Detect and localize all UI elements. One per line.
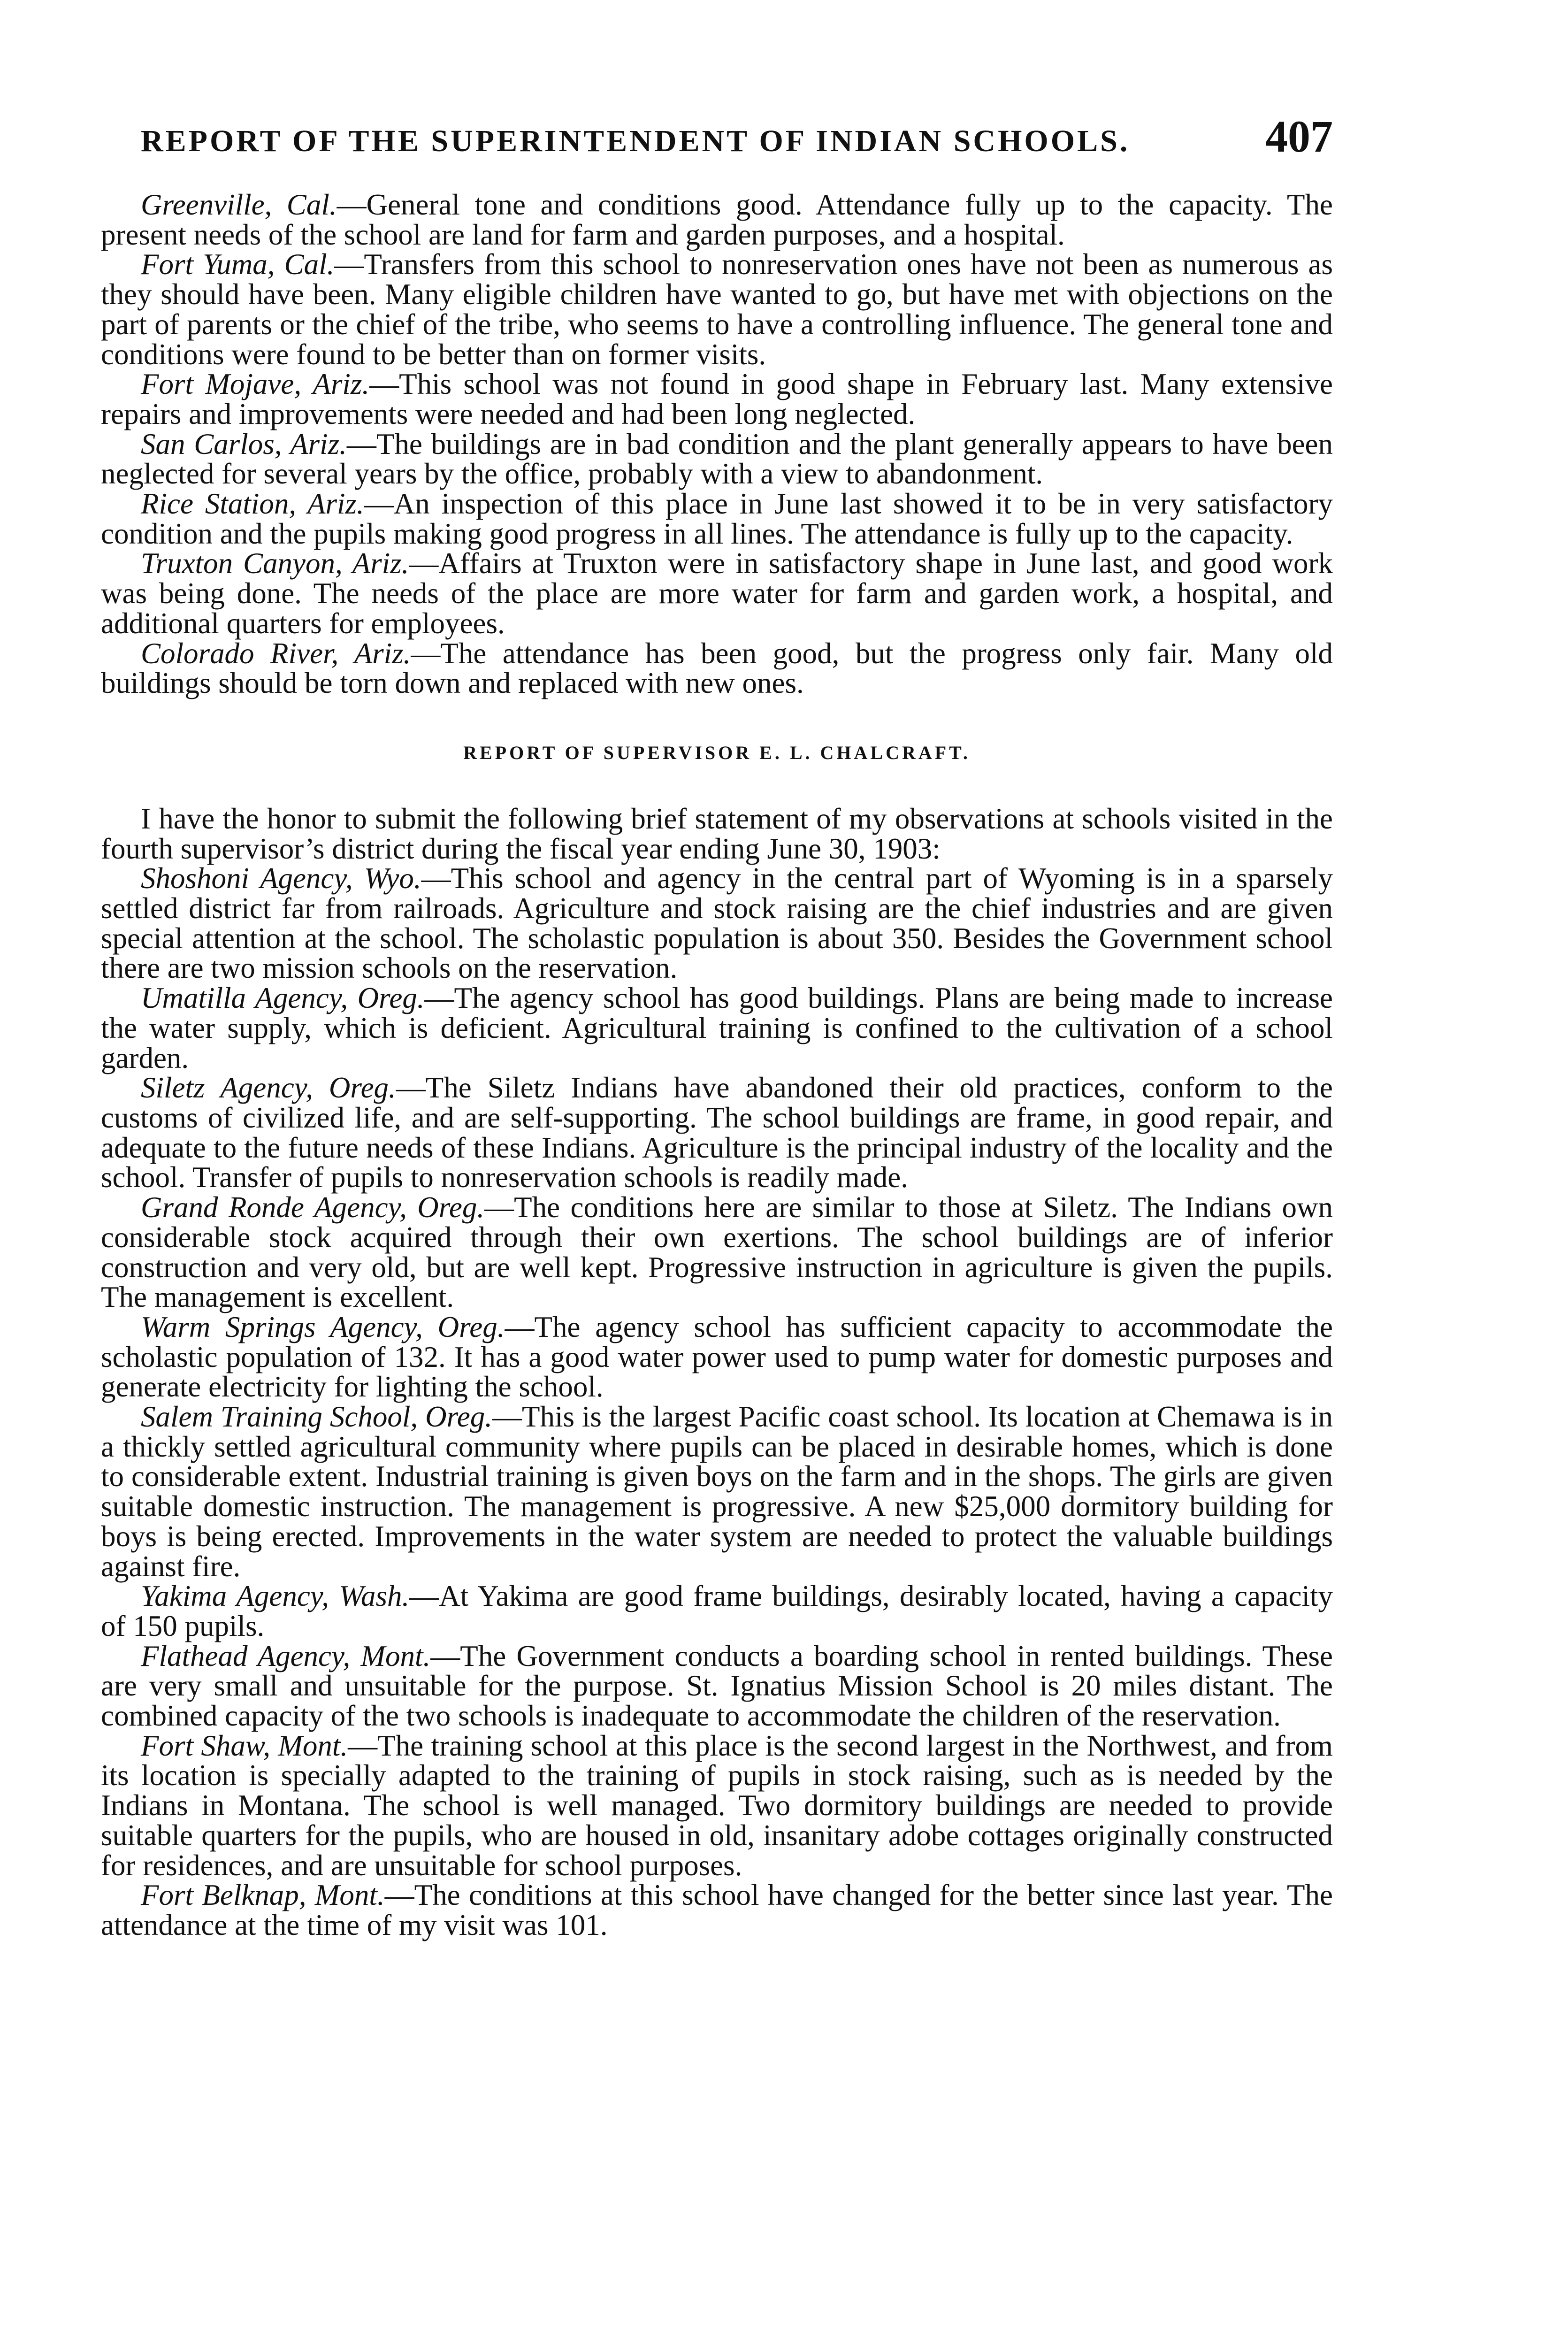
entry-paragraph — [101, 1402, 1333, 1581]
entry-place: Fort Mojave, Ariz. — [141, 368, 370, 401]
entry-text: —The buildings are in bad condition and the plant generally appears to have been neglected for several years by the office, probably with a view to abandonment. — [101, 427, 1333, 491]
entry-paragraph — [101, 1581, 1333, 1641]
entry-text: —The agency school has sufficient capacity to accommodate the scholastic population of 132. It has a good water power used to pump water for domestic purposes and generate electricity for lighting the school. — [101, 1310, 1333, 1404]
entry-paragraph — [101, 639, 1333, 698]
entry-place: Fort Yuma, Cal. — [141, 248, 335, 281]
entry-paragraph — [101, 1312, 1333, 1402]
entry-place: Shoshoni Agency, Wyo. — [141, 862, 421, 895]
entry-paragraph — [101, 1193, 1333, 1312]
entry-place: Yakima Agency, Wash. — [141, 1580, 410, 1613]
entry-place: Umatilla Agency, Oreg. — [141, 982, 425, 1015]
entry-text: —At Yakima are good frame buildings, desirably located, having a capacity of 150 pupils. — [101, 1580, 1333, 1642]
entry-place: Truxton Canyon, Ariz. — [141, 547, 409, 580]
entry-paragraph — [101, 190, 1333, 250]
intro-paragraph: I have the honor to submit the following brief statement of my observations at schools visited in the fourth supervisor’s district during the fiscal year ending June 30, 1903: — [101, 802, 1333, 865]
entry-text: —The attendance has been good, but the progress only fair. Many old buildings should be torn down and replaced with new ones. — [101, 637, 1333, 700]
entry-text: —This school and agency in the central part of Wyoming is in a sparsely settled district far from railroads. Agriculture and stock raising are the chief industries and are given special attention at the school. The scholastic population is about 350. Besides the Government school there are two mission schools on the reservation. — [101, 862, 1333, 985]
entry-text: —The Government conducts a boarding school in rented buildings. These are very small and unsuitable for the purpose. St. Ignatius Mission School is 20 miles distant. The combined capacity of the two schools is inadequate to accommodate the children of the reservation. — [101, 1639, 1333, 1733]
entry-text: —Transfers from this school to nonreservation ones have not been as numerous as they should have been. Many eligible children have wanted to go, but have met with objections on the part of parents or the chief of the tribe, who seems to have a controlling influence. The general tone and conditions were found to be better than on former visits. — [101, 248, 1333, 371]
entries-part1 — [101, 190, 1333, 698]
section-heading: REPORT OF SUPERVISOR E. L. CHALCRAFT. — [463, 742, 971, 763]
entry-paragraph — [101, 250, 1333, 369]
entry-paragraph — [101, 864, 1333, 983]
entry-place: Colorado River, Ariz. — [141, 637, 411, 670]
entry-paragraph — [101, 1731, 1333, 1881]
entry-paragraph — [101, 983, 1333, 1073]
page-number: 407 — [1265, 111, 1333, 161]
entry-text: —An inspection of this place in June last showed it to be in very satisfactory condition and the pupils making good progress in all lines. The attendance is fully up to the capacity. — [101, 487, 1333, 550]
entry-place: Fort Belknap, Mont. — [141, 1879, 385, 1912]
entry-text: —The training school at this place is the second largest in the Northwest, and from its location is specially adapted to the training of pupils in stock raising, such as is needed by the Indians in Montana. The school is well managed. Two dormitory buildings are needed to provide suitable quarters for the pupils, who are housed in old, insanitary adobe cottages originally constructed for residences, and are unsuitable for school purposes. — [101, 1729, 1333, 1882]
entry-paragraph — [101, 1641, 1333, 1731]
entry-text: —The conditions at this school have changed for the better since last year. The attendance at the time of my visit was 101. — [101, 1879, 1333, 1941]
entry-place: Rice Station, Ariz. — [141, 487, 364, 521]
entry-text: —This is the largest Pacific coast school. Its location at Chemawa is in a thickly settled agricultural community where pupils can be placed in desirable homes, which is done to considerable extent. Industrial training is given boys on the farm and in the shops. The girls are given suitable domestic instruction. The management is progressive. A new $25,000 dormitory building for boys is being erected. Improvements in the water system are needed to protect the valuable buildings against fire. — [101, 1400, 1333, 1583]
entry-text: —Affairs at Truxton were in satisfactory shape in June last, and good work was being done. The needs of the place are more water for farm and garden work, a hospital, and additional quarters for employees. — [101, 547, 1333, 640]
page-header — [141, 110, 1333, 167]
page-body — [101, 190, 1333, 1940]
entry-text: —The agency school has good buildings. Plans are being made to increase the water supply, which is deficient. Agricultural training is confined to the cultivation of a school garden. — [101, 982, 1333, 1074]
entry-place: Flathead Agency, Mont. — [141, 1639, 431, 1672]
entry-text: —This school was not found in good shape in February last. Many extensive repairs and improvements were needed and had been long neglected. — [101, 368, 1333, 430]
entry-paragraph — [101, 549, 1333, 638]
entry-place: Greenville, Cal. — [141, 188, 337, 221]
entry-place: Salem Training School, Oreg. — [141, 1400, 492, 1434]
entry-place: Fort Shaw, Mont. — [141, 1729, 348, 1762]
entry-place: Warm Springs Agency, Oreg. — [141, 1310, 505, 1343]
entry-paragraph — [101, 489, 1333, 549]
entry-text: —The conditions here are similar to those at Siletz. The Indians own considerable stock acquired through their own exertions. The school buildings are of inferior construction and very old, but are well kept. Progressive instruction in agriculture is given the pupils. The management is excellent. — [101, 1191, 1333, 1314]
entry-paragraph — [101, 1073, 1333, 1193]
entry-paragraph — [101, 1880, 1333, 1940]
entry-paragraph — [101, 427, 1333, 491]
entry-paragraph — [101, 369, 1333, 429]
entry-place: San Carlos, Ariz. — [141, 427, 347, 460]
entries-part2 — [101, 804, 1333, 1940]
running-head: REPORT OF THE SUPERINTENDENT OF INDIAN SCHOOLS. — [141, 124, 1130, 158]
entry-text: —General tone and conditions good. Attendance fully up to the capacity. The present needs of the school are land for farm and garden purposes, and a hospital. — [101, 188, 1333, 251]
entry-place: Siletz Agency, Oreg. — [141, 1071, 396, 1104]
entry-place: Grand Ronde Agency, Oreg. — [141, 1191, 485, 1224]
entry-text: —The Siletz Indians have abandoned their old practices, conform to the customs of civilized life, and are self-supporting. The school buildings are frame, in good repair, and adequate to the future needs of these Indians. Agriculture is the principal industry of the locality and the school. Transfer of pupils to nonreservation schools is readily made. — [101, 1071, 1333, 1194]
